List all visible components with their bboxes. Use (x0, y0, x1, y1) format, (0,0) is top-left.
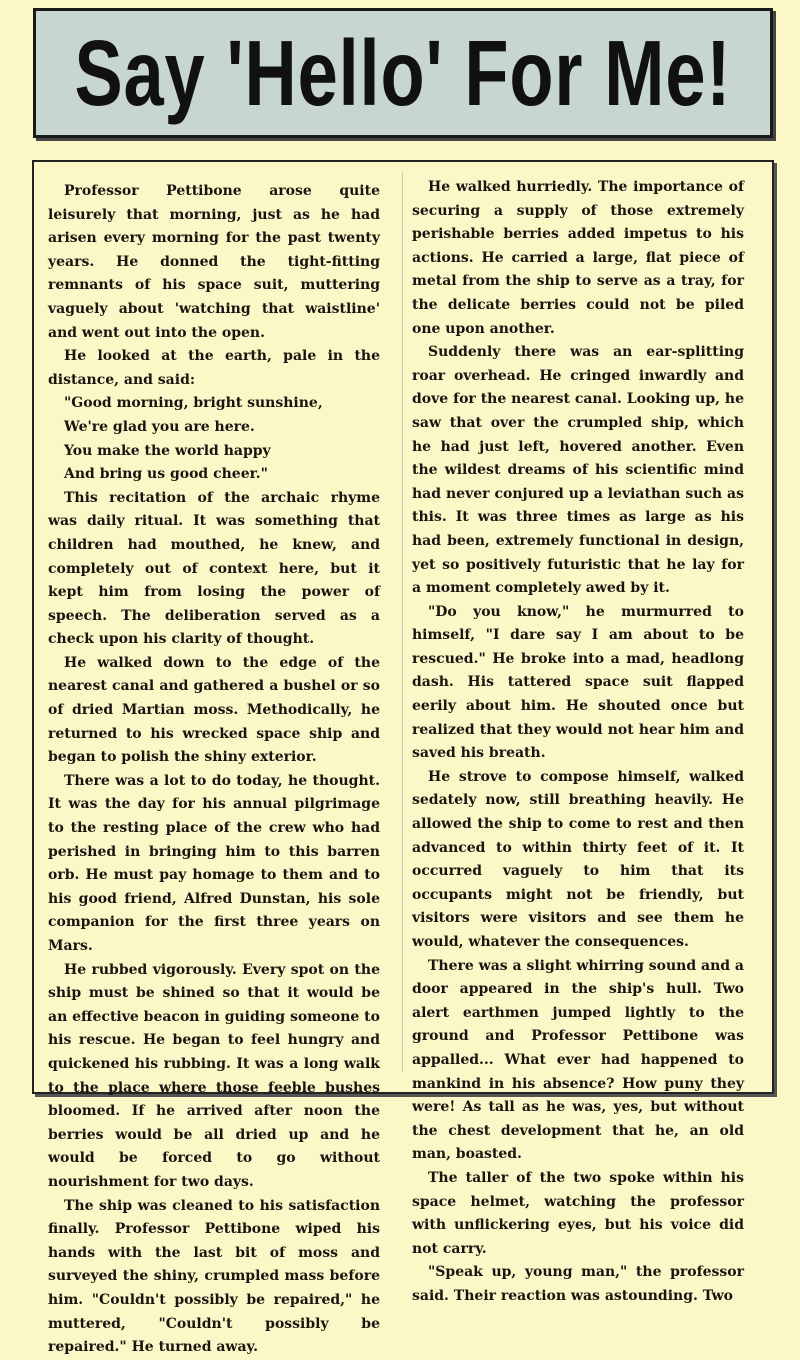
paragraph: There was a slight whirring sound and a door appeared in the ship's hull. Two alert earthmen jumped lightly to the ground and Professor Pettibone was appalled... What ever had happened to mankind in his absence? How puny they were! As tall as he was, yes, but without the chest development that he, an old man, boasted. (412, 957, 744, 1163)
poem-line: And bring us good cheer." (64, 466, 268, 483)
poem-line: We're glad you are here. (64, 418, 255, 435)
poem-line: You make the world happy (64, 442, 271, 459)
story-text-box (32, 160, 774, 1356)
paragraph: Suddenly there was an ear-splitting roar overhead. He cringed inwardly and dove for the nearest canal. Looking up, he saw that over the crumpled ship, which he had just left, hovered another. Even the wildest dreams of his scientific mind had never conjured up a leviathan such as this. It was three times as large as his had been, extremely functional in design, yet so positively futuristic that he lay for a moment completely awed by it. (412, 344, 744, 597)
paragraph: He walked hurriedly. The importance of securing a supply of those extremely perishable berries added impetus to his actions. He carried a large, flat piece of metal from the ship to serve as a tray, for the delicate berries could not be piled one upon another. (412, 179, 744, 337)
poem-line: "Good morning, bright sunshine, (64, 395, 323, 412)
paragraph: The taller of the two spoke within his space helmet, watching the professor with unflickering eyes, but his voice did not carry. (412, 1169, 744, 1257)
right-column (412, 176, 744, 1309)
paragraph: He strove to compose himself, walked sedately now, still breathing heavily. He allowed the ship to come to rest and then advanced to within thirty feet of it. It occurred vaguely to him that its occupants might not be friendly, but visitors were visitors and see them he would, whatever the consequences. (412, 768, 744, 950)
paragraph: This recitation of the archaic rhyme was daily ritual. It was something that children had mouthed, he knew, and completely out of context here, but it kept him from losing the power of speech. The deliberation served as a check upon his clarity of thought. (48, 489, 380, 648)
title-banner (33, 8, 773, 138)
paragraph: He walked down to the edge of the nearest canal and gathered a bushel or so of dried Martian moss. Methodically, he returned to his wrecked space ship and began to polish the shiny exterior. (48, 654, 380, 766)
left-column (48, 180, 380, 1360)
paragraph: He rubbed vigorously. Every spot on the ship must be shined so that it would be an effective beacon in guiding someone to his rescue. He began to feel hungry and quickened his rubbing. It was a long walk to the place where those feeble bushes bloomed. If he arrived after noon the berries would be all dried up and he would be forced to go without nourishment for two days. (48, 961, 380, 1190)
paragraph: Professor Pettibone arose quite leisurely that morning, just as he had arisen every morning for the past twenty years. He donned the tight-fitting remnants of his space suit, muttering vaguely about 'watching that waistline' and went out into the open. (48, 183, 380, 341)
paragraph: There was a lot to do today, he thought. It was the day for his annual pilgrimage to the resting place of the crew who had perished in bringing him to this barren orb. He must pay homage to them and to his good friend, Alfred Dunstan, his sole companion for the first three years on Mars. (48, 772, 380, 954)
paragraph: "Speak up, young man," the professor said. Their reaction was astounding. Two (412, 1264, 744, 1304)
paragraph: "Do you know," he murmurred to himself, "I dare say I am about to be rescued." He broke into a mad, headlong dash. His tattered space suit flapped eerily about him. He shouted once but realized that they would not hear him and saved his breath. (412, 603, 744, 762)
column-divider (402, 172, 403, 1072)
story-title: Say 'Hello' For Me! (74, 20, 732, 125)
poem (64, 392, 380, 486)
paragraph: He looked at the earth, pale in the distance, and said: (48, 348, 380, 388)
paragraph: The ship was cleaned to his satisfaction finally. Professor Pettibone wiped his hands with the last bit of moss and surveyed the shiny, crumpled mass before him. "Couldn't possibly be repaired," he muttered, "Couldn't possibly be repaired." He turned away. (48, 1197, 380, 1356)
